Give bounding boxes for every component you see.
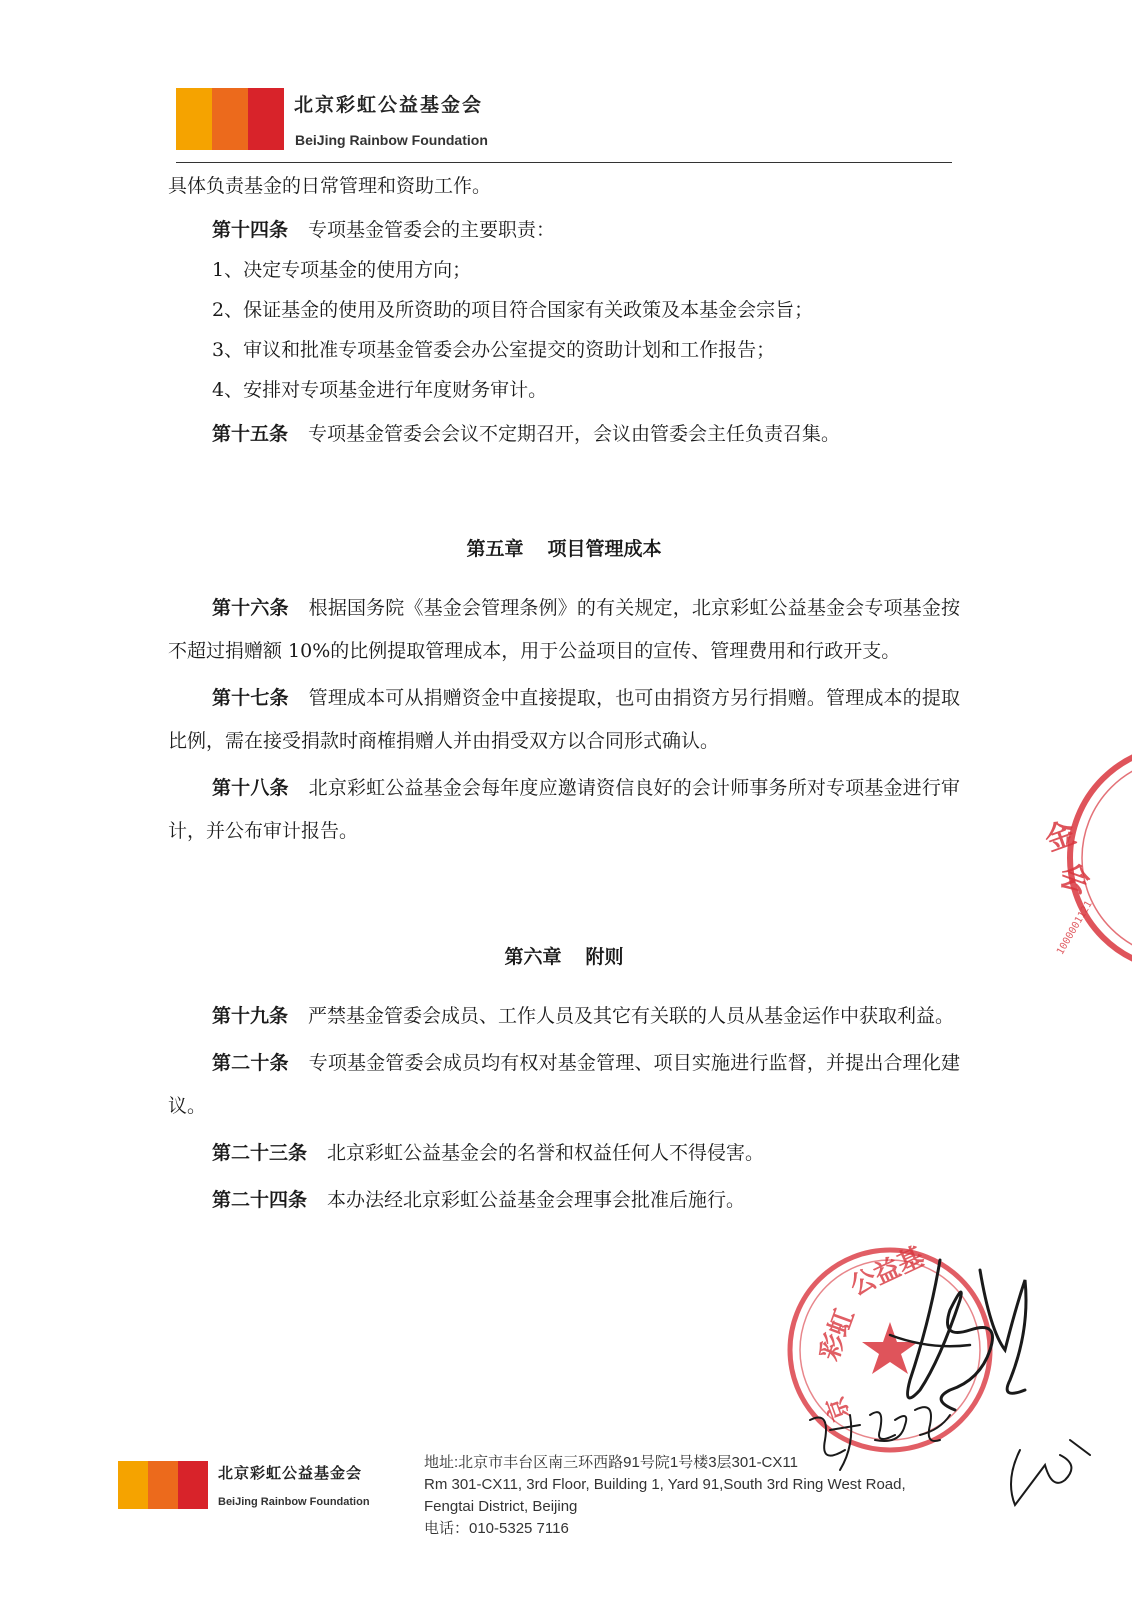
duty-item: 3、审议和批准专项基金管委会办公室提交的资助计划和工作报告； bbox=[212, 339, 776, 361]
logo-bar-red bbox=[178, 1461, 208, 1509]
article-text: 专项基金管委会成员均有权对基金管理、项目实施进行监督，并提出合理化建议。 bbox=[168, 1052, 960, 1117]
header-org-name-cn: 北京彩虹公益基金会 bbox=[294, 94, 484, 116]
article-19 bbox=[168, 995, 960, 1038]
article-17 bbox=[168, 677, 960, 763]
article-label: 第十五条 bbox=[212, 423, 289, 445]
chapter-title: 项目管理成本 bbox=[547, 538, 662, 560]
article-15 bbox=[168, 414, 960, 454]
svg-text:彩虹: 彩虹 bbox=[814, 1305, 861, 1365]
article-label: 第十九条 bbox=[212, 1005, 289, 1027]
logo-text bbox=[294, 88, 488, 150]
logo-color-bars bbox=[176, 88, 284, 150]
footer-org-name-en: BeiJing Rainbow Foundation bbox=[218, 1496, 370, 1508]
article-text: 北京彩虹公益基金会的名誉和权益任何人不得侵害。 bbox=[327, 1142, 765, 1164]
chapter-5-heading bbox=[168, 529, 960, 569]
article-23 bbox=[168, 1132, 960, 1175]
document-body bbox=[168, 166, 960, 1222]
logo-bar-orange bbox=[212, 88, 248, 150]
article-label: 第二十四条 bbox=[212, 1189, 308, 1211]
article-label: 第二十三条 bbox=[212, 1142, 308, 1164]
address-cn: 地址:北京市丰台区南三环西路91号院1号楼3层301-CX11 bbox=[424, 1454, 798, 1471]
duty-item: 1、决定专项基金的使用方向； bbox=[212, 259, 472, 281]
chapter-number: 第五章 bbox=[466, 538, 524, 560]
phone-number: 电话：010-5325 7116 bbox=[424, 1520, 569, 1537]
logo-text bbox=[218, 1461, 370, 1509]
edge-seal-stamp bbox=[1032, 738, 1132, 978]
address-en-line-1: Rm 301-CX11, 3rd Floor, Building 1, Yard 91,South 3rd Ring West Road, bbox=[424, 1476, 906, 1493]
svg-text:公益基: 公益基 bbox=[845, 1241, 929, 1303]
article-text: 专项基金管委会的主要职责： bbox=[308, 219, 556, 241]
svg-text:1000001121: 1000001121 bbox=[1055, 899, 1095, 957]
article-18 bbox=[168, 767, 960, 853]
svg-text:金: 金 bbox=[1040, 815, 1081, 859]
article-text: 严禁基金管委会成员、工作人员及其它有关联的人员从基金运作中获取利益。 bbox=[308, 1005, 955, 1027]
article-label: 第二十条 bbox=[212, 1052, 289, 1074]
chapter-title: 附则 bbox=[585, 946, 624, 968]
svg-text:京: 京 bbox=[820, 1392, 856, 1425]
duty-item: 2、保证基金的使用及所资助的项目符合国家有关政策及本基金会宗旨； bbox=[212, 299, 814, 321]
article-20 bbox=[168, 1042, 960, 1128]
article-label: 第十六条 bbox=[212, 597, 289, 619]
duty-item: 4、安排对专项基金进行年度财务审计。 bbox=[212, 379, 548, 401]
article-24 bbox=[168, 1179, 960, 1222]
paragraph-continuation: 具体负责基金的日常管理和资助工作。 bbox=[168, 175, 492, 197]
chapter-6-heading bbox=[168, 937, 960, 977]
svg-text:会: 会 bbox=[1054, 857, 1095, 902]
footer-logo bbox=[118, 1461, 370, 1509]
article-14 bbox=[168, 210, 960, 250]
logo-bar-orange bbox=[148, 1461, 178, 1509]
article-label: 第十七条 bbox=[212, 687, 289, 709]
logo-bar-yellow bbox=[176, 88, 212, 150]
footer-address bbox=[424, 1452, 906, 1540]
header-org-name-en: BeiJing Rainbow Foundation bbox=[295, 132, 488, 148]
footer-org-name-cn: 北京彩虹公益基金会 bbox=[218, 1464, 363, 1482]
logo-bar-yellow bbox=[118, 1461, 148, 1509]
article-text: 根据国务院《基金会管理条例》的有关规定，北京彩虹公益基金会专项基金按不超过捐赠额 10%的比例提取管理成本，用于公益项目的宣传、管理费用和行政开支。 bbox=[168, 597, 960, 662]
article-label: 第十八条 bbox=[212, 777, 289, 799]
article-text: 专项基金管委会会议不定期召开，会议由管委会主任负责召集。 bbox=[308, 423, 841, 445]
article-text: 管理成本可从捐赠资金中直接提取，也可由捐资方另行捐赠。管理成本的提取比例，需在接受捐款时商榷捐赠人并由捐受双方以合同形式确认。 bbox=[168, 687, 960, 752]
article-text: 北京彩虹公益基金会每年度应邀请资信良好的会计师事务所对专项基金进行审计，并公布审计报告。 bbox=[168, 777, 960, 842]
header-logo bbox=[176, 88, 488, 150]
address-en-line-2: Fengtai District, Beijing bbox=[424, 1498, 578, 1515]
logo-bar-red bbox=[248, 88, 284, 150]
chapter-number: 第六章 bbox=[504, 946, 562, 968]
article-16 bbox=[168, 587, 960, 673]
logo-color-bars bbox=[118, 1461, 208, 1509]
article-label: 第十四条 bbox=[212, 219, 289, 241]
article-text: 本办法经北京彩虹公益基金会理事会批准后施行。 bbox=[327, 1189, 746, 1211]
header-divider bbox=[176, 162, 952, 163]
